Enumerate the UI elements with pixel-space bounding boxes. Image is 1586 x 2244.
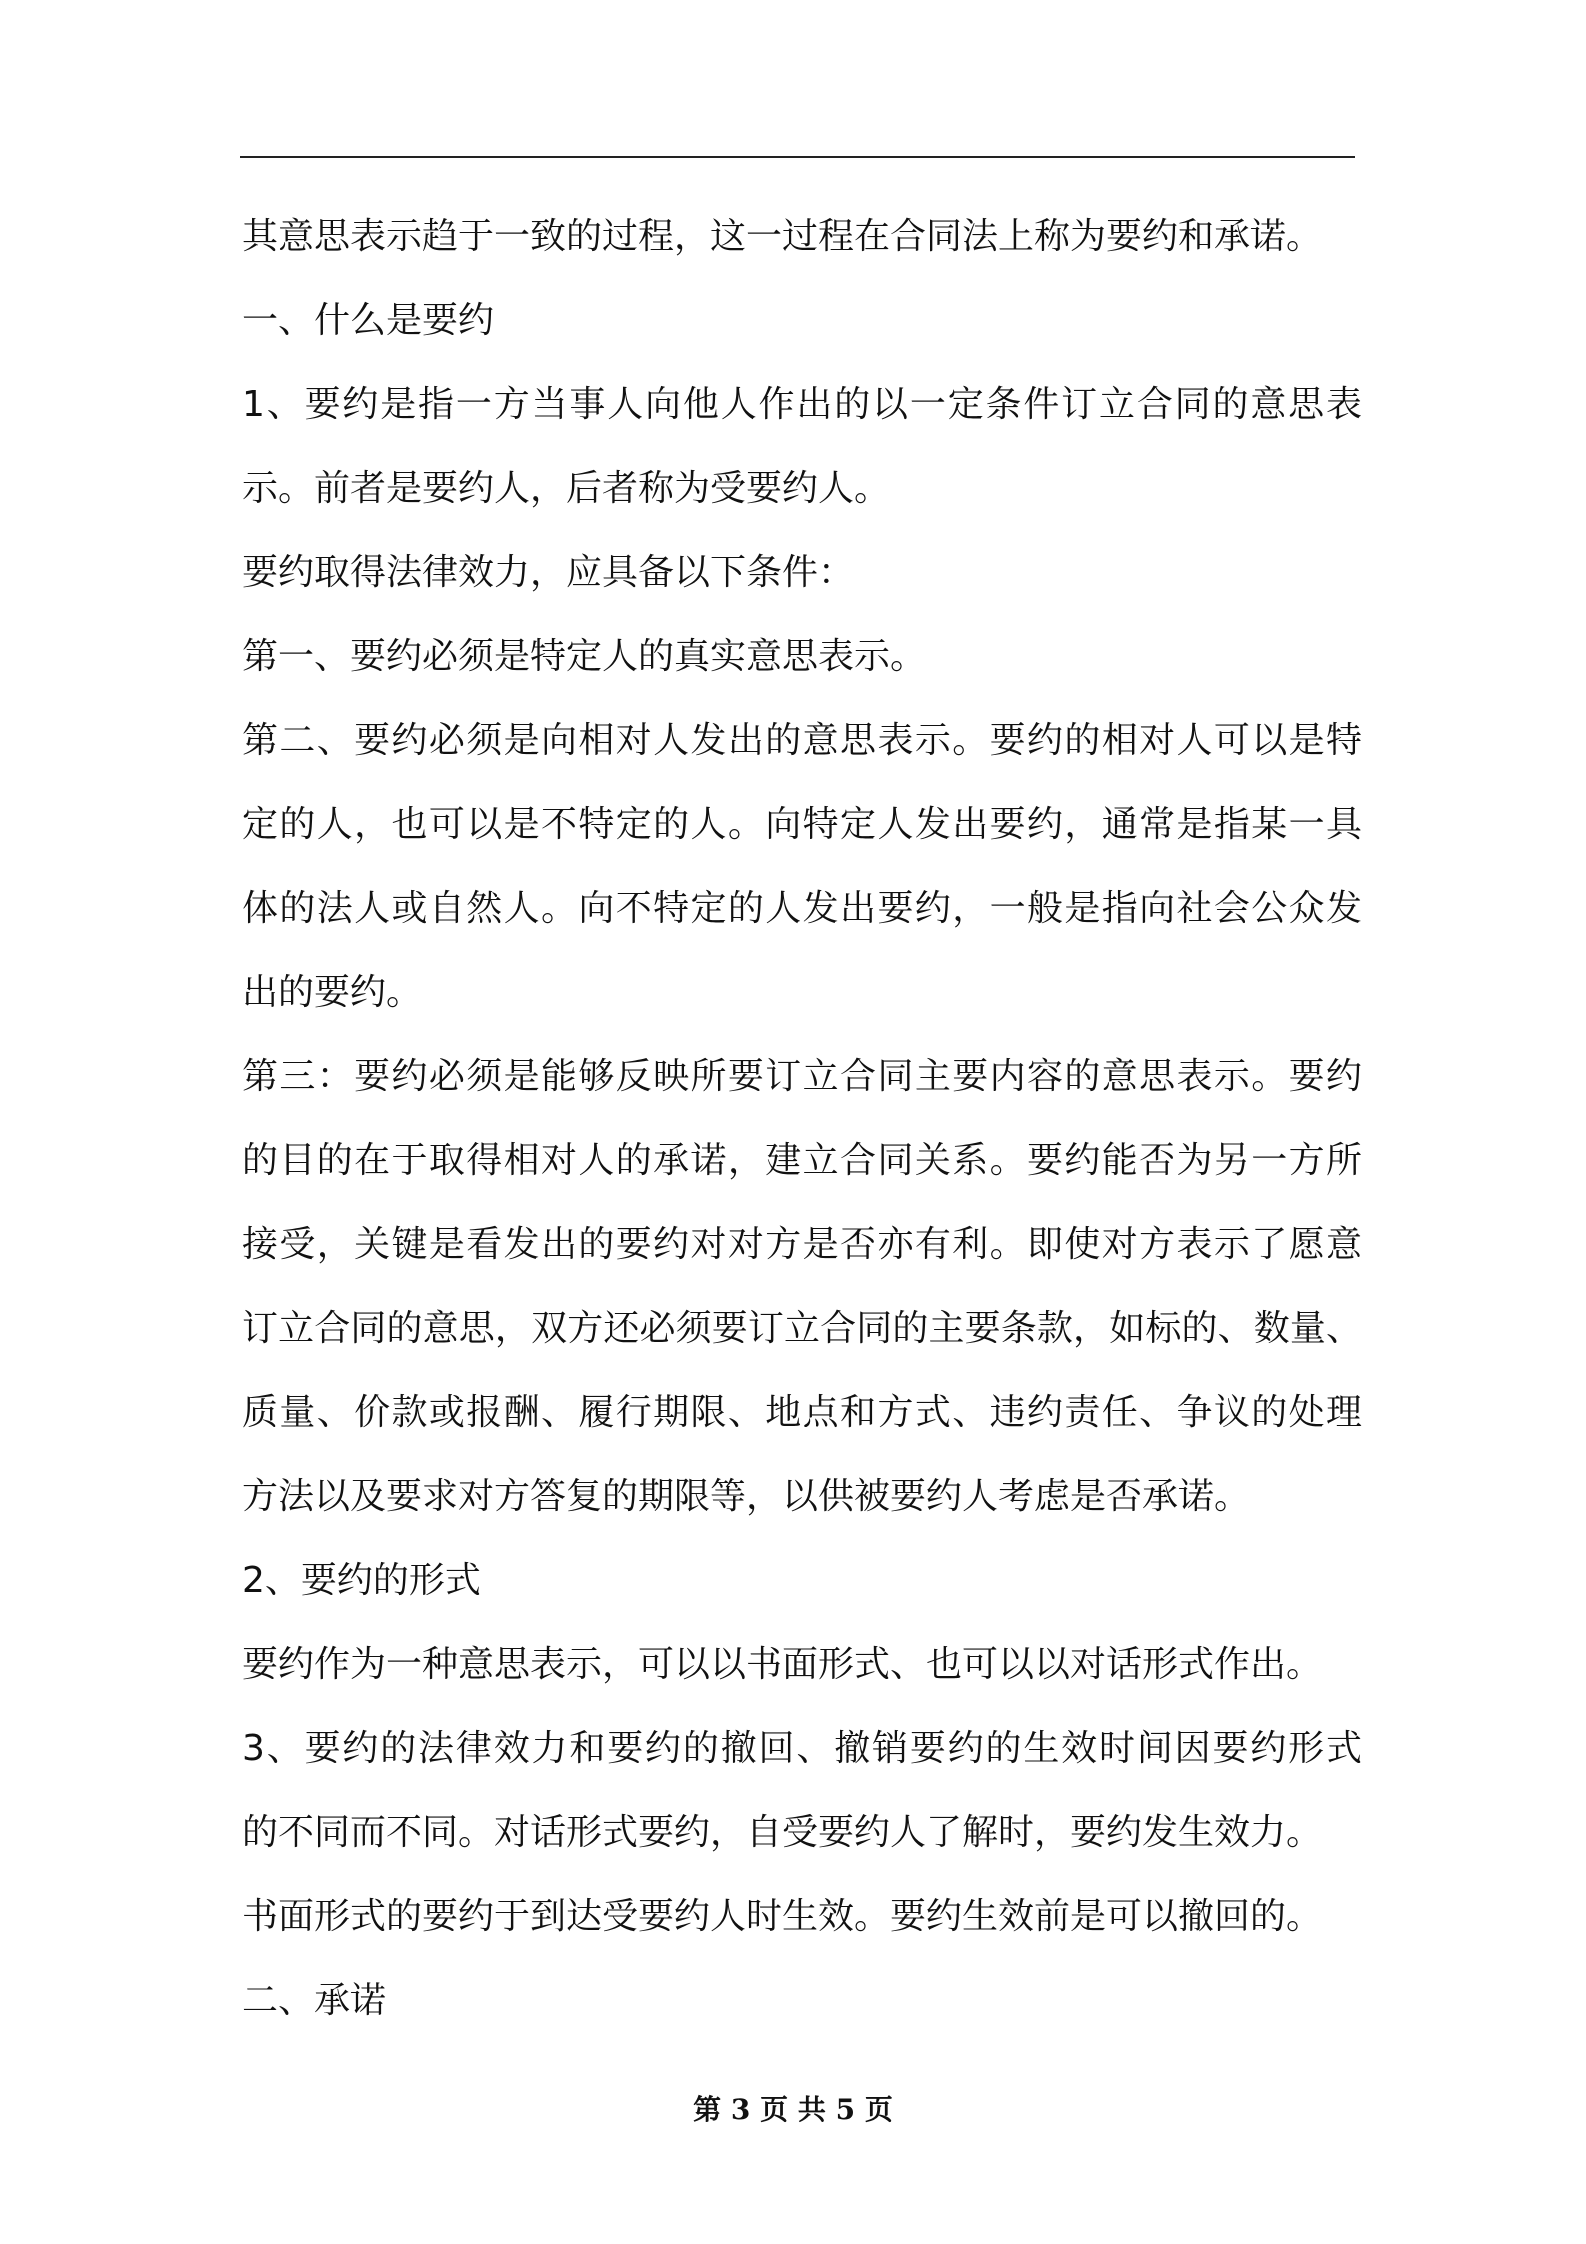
body-line: 1、要约是指一方当事人向他人作出的以一定条件订立合同的意思表 bbox=[242, 384, 1362, 425]
body-line: 接受，关键是看发出的要约对对方是否亦有利。即使对方表示了愿意 bbox=[242, 1224, 1362, 1265]
body-line: 要约取得法律效力，应具备以下条件： bbox=[242, 552, 855, 593]
body-line: 定的人，也可以是不特定的人。向特定人发出要约，通常是指某一具 bbox=[242, 804, 1362, 845]
body-line: 订立合同的意思，双方还必须要订立合同的主要条款，如标的、数量、 bbox=[242, 1308, 1362, 1349]
body-line: 质量、价款或报酬、履行期限、地点和方式、违约责任、争议的处理 bbox=[242, 1392, 1362, 1433]
header-rule bbox=[240, 156, 1355, 158]
body-line: 要约作为一种意思表示，可以以书面形式、也可以以对话形式作出。 bbox=[242, 1644, 1323, 1685]
body-line: 的不同而不同。对话形式要约，自受要约人了解时，要约发生效力。 bbox=[242, 1812, 1323, 1853]
body-line: 的目的在于取得相对人的承诺，建立合同关系。要约能否为另一方所 bbox=[242, 1140, 1362, 1181]
body-line: 第二、要约必须是向相对人发出的意思表示。要约的相对人可以是特 bbox=[242, 720, 1362, 761]
body-line: 书面形式的要约于到达受要约人时生效。要约生效前是可以撤回的。 bbox=[242, 1896, 1323, 1937]
body-line: 第一、要约必须是特定人的真实意思表示。 bbox=[242, 636, 927, 677]
body-line: 出的要约。 bbox=[242, 972, 423, 1013]
body-line: 方法以及要求对方答复的期限等，以供被要约人考虑是否承诺。 bbox=[242, 1476, 1251, 1517]
body-line: 体的法人或自然人。向不特定的人发出要约，一般是指向社会公众发 bbox=[242, 888, 1362, 929]
body-line: 第三：要约必须是能够反映所要订立合同主要内容的意思表示。要约 bbox=[242, 1056, 1362, 1097]
document-body bbox=[242, 195, 1362, 2043]
section-heading: 二、承诺 bbox=[242, 1980, 387, 2021]
body-line: 其意思表示趋于一致的过程，这一过程在合同法上称为要约和承诺。 bbox=[242, 216, 1323, 257]
page-number: 第 3 页 共 5 页 bbox=[693, 2093, 893, 2126]
section-heading: 一、什么是要约 bbox=[242, 300, 495, 341]
body-line: 3、要约的法律效力和要约的撤回、撤销要约的生效时间因要约形式 bbox=[242, 1728, 1362, 1769]
section-heading: 2、要约的形式 bbox=[242, 1560, 481, 1601]
body-line: 示。前者是要约人，后者称为受要约人。 bbox=[242, 468, 891, 509]
